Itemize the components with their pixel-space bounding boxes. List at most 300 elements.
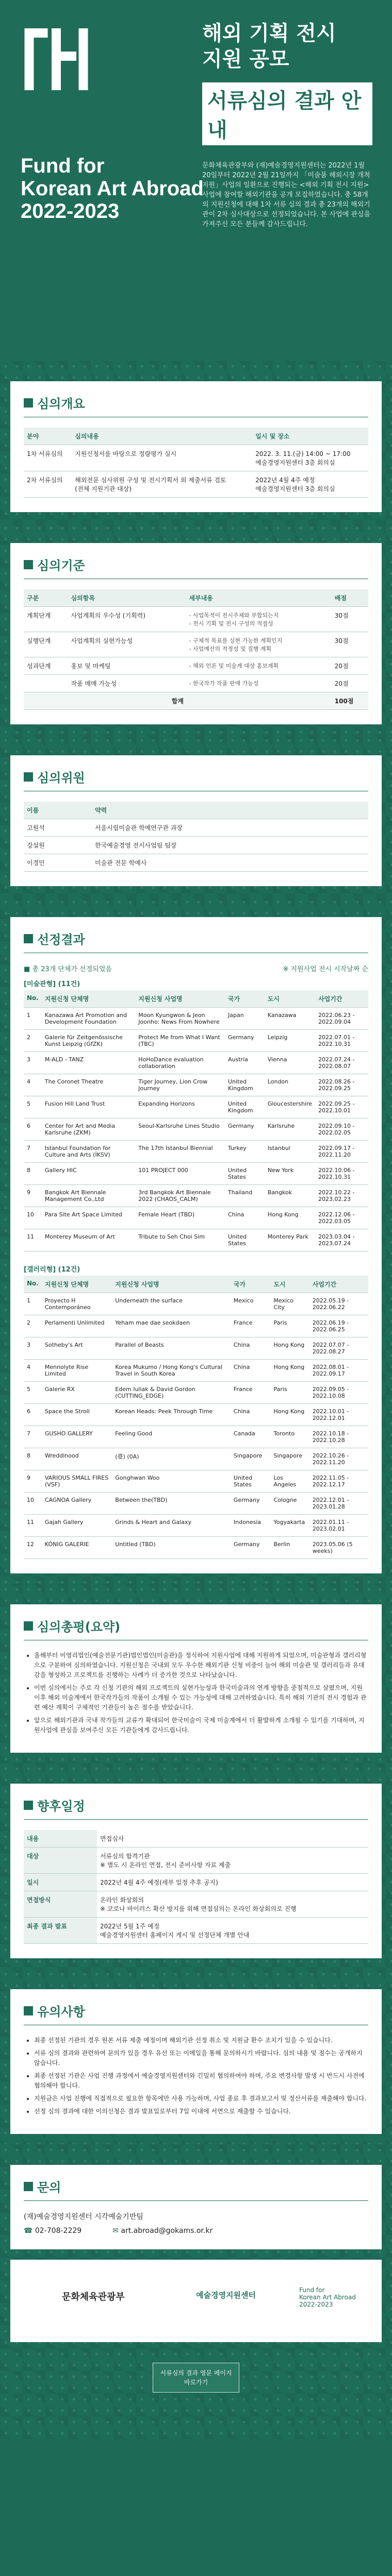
table-row xyxy=(24,1229,368,1251)
contact-phone[interactable] xyxy=(24,2227,81,2235)
schedule-table xyxy=(24,1830,368,1944)
results-notice xyxy=(24,963,368,973)
hero-en-line: Fund for xyxy=(21,155,105,177)
table-row xyxy=(24,1537,368,1559)
table-header: 구분 xyxy=(24,589,68,607)
square-bullet-icon xyxy=(24,398,33,408)
table-cell: 2022.09.10 - 2022.02.05 xyxy=(315,1118,368,1141)
table-cell: The 17th Istanbul Biennial xyxy=(135,1141,225,1163)
table-cell: Fusion Hill Land Trust xyxy=(42,1096,135,1118)
section-title xyxy=(24,929,368,953)
table-cell: Mexico xyxy=(231,1293,271,1315)
table-row xyxy=(24,1096,368,1118)
table-cell: 3 xyxy=(24,1052,42,1074)
table-row xyxy=(24,854,368,872)
table-cell: 4 xyxy=(24,1360,42,1382)
table-cell: Wreddinood xyxy=(42,1448,112,1470)
button-line: 서류심의 결과 영문 페이지 xyxy=(160,2369,232,2377)
table-cell: 5 xyxy=(24,1382,42,1404)
table-row xyxy=(24,1918,368,1944)
table-cell: 2022.07.01 - 2022.10.31 xyxy=(315,1030,368,1052)
table-row xyxy=(24,819,368,837)
table-cell: Germany xyxy=(225,1030,265,1052)
table-cell: Gonghwan Woo xyxy=(112,1470,231,1493)
table-header: 일시 xyxy=(24,1874,97,1891)
table-cell: Grinds & Heart and Galaxy xyxy=(112,1515,231,1537)
table-cell: Feeling Good xyxy=(112,1426,231,1448)
table-row xyxy=(24,1008,368,1030)
table-cell: Austria xyxy=(225,1052,265,1074)
table-header: 지원신청 단체명 xyxy=(42,1276,112,1293)
table-header: 심의내용 xyxy=(72,428,252,445)
table-row xyxy=(24,837,368,854)
table-row xyxy=(24,675,368,692)
table-cell: 2022.10.26 - 2022.11.20 xyxy=(309,1448,368,1470)
table-cell: Yogyakarta xyxy=(270,1515,309,1537)
table-cell: 온라인 화상회의 ※ 코로나 바이러스 확산 방지를 위해 면접심의는 온라인 화상회의로 진행 xyxy=(97,1891,368,1918)
table-cell: 1 xyxy=(24,1008,42,1030)
english-page-link-button[interactable] xyxy=(153,2363,240,2393)
review-list xyxy=(24,1651,368,1735)
table-cell: 작품 매매 가능성 xyxy=(68,675,186,692)
table-cell: United States xyxy=(225,1163,265,1185)
table-cell: Berlin xyxy=(270,1537,309,1559)
table-cell: 2022.10.06 - 2022.10.31 xyxy=(315,1163,368,1185)
table-cell: Proyecto H Contemporáneo xyxy=(42,1293,112,1315)
table-cell xyxy=(24,675,68,692)
table-header: 지원신청 사업명 xyxy=(135,990,225,1008)
table-cell: 20점 xyxy=(332,675,368,692)
section-review xyxy=(0,1584,392,1763)
table-cell: 2022.08.01 - 2022.09.17 xyxy=(309,1360,368,1382)
table-row xyxy=(24,607,368,632)
hero-ko xyxy=(202,21,372,229)
button-line: 바로가기 xyxy=(184,2379,208,2386)
table-cell: Hong Kong xyxy=(270,1360,309,1382)
table-cell: Canada xyxy=(231,1426,271,1448)
table-row xyxy=(24,1207,368,1229)
section-title xyxy=(24,2177,368,2201)
section-title-text: 유의사항 xyxy=(37,2005,85,2019)
table-cell: Mexico City xyxy=(270,1293,309,1315)
table-cell: 5 xyxy=(24,1096,42,1118)
table-cell: 2 xyxy=(24,1030,42,1052)
table-header: 지원신청 사업명 xyxy=(112,1276,231,1293)
section-judges xyxy=(0,735,392,896)
table-cell: 사업계획의 우수성 (기획력) xyxy=(68,607,186,632)
table-row xyxy=(24,1830,368,1848)
table-cell: 홍보 및 마케팅 xyxy=(68,657,186,675)
table-cell: 7 xyxy=(24,1426,42,1448)
list-item: • 이번 심의에서는 주로 각 신청 기관의 해외 프로젝트의 실현가능성과 한국미술과의 연계 방향을 중점적으로 살폈으며, 지원 이후 해외 미술계에서 한국작가들의 작품이 소개될 수 있는 가능성에 대해 고려하였습니다. 특히 해외 기관의 전시 경험과 관련 예산 계획이 구체적인 기관들이 높은 점수를 받았습니다. xyxy=(34,1683,368,1713)
email-icon: ✉ xyxy=(112,2227,121,2235)
table-cell: Thailand xyxy=(225,1185,265,1207)
group-label-museum: [미술관형] (11건) xyxy=(24,980,80,988)
table-cell: Protect Me from What I Want (TBC) xyxy=(135,1030,225,1052)
table-header: 사업기간 xyxy=(315,990,368,1008)
card xyxy=(10,1989,382,2134)
card xyxy=(10,2165,382,2249)
table-cell: 7 xyxy=(24,1141,42,1163)
footer-button-wrap xyxy=(10,2342,382,2429)
table-cell: Kanazawa Art Promotion and Development Foundation xyxy=(42,1008,135,1030)
table-row xyxy=(24,632,368,657)
table-cell: 2023.03.04 - 2023.07.24 xyxy=(315,1229,368,1251)
table-cell: Parallel of Beasts xyxy=(112,1337,231,1360)
section-title-text: 선정결과 xyxy=(37,933,85,947)
table-row xyxy=(24,1382,368,1404)
table-cell: - 해외 언론 및 미술계 대상 홍보계획 xyxy=(186,657,332,675)
table-cell: 2022.09.05 - 2022.10.08 xyxy=(309,1382,368,1404)
table-cell: 6 xyxy=(24,1118,42,1141)
section-title xyxy=(24,394,368,417)
results-note-left: ■ 총 23개 단체가 선정되었음 xyxy=(24,965,112,973)
section-notes xyxy=(0,1969,392,2144)
square-bullet-icon xyxy=(24,1621,33,1631)
table-cell: GUSHO GALLERY xyxy=(42,1426,112,1448)
table-cell: Tiger Journey, Lion Crow Journey xyxy=(135,1074,225,1096)
table-row xyxy=(24,445,368,471)
table-cell: 실행단계 xyxy=(24,632,68,657)
table-cell: Kanazawa xyxy=(265,1008,315,1030)
table-cell: HoHoDance evaluation collaboration xyxy=(135,1052,225,1074)
table-cell: Japan xyxy=(225,1008,265,1030)
table-row xyxy=(24,1030,368,1052)
section-title-text: 심의총평(요약) xyxy=(37,1620,121,1634)
hero-en-line: 2022-2023 xyxy=(21,200,120,223)
table-cell: 해외전문 심사위원 구성 및 전시기획서 외 제출서류 검토 (전체 지원기관 대상) xyxy=(72,471,252,498)
table-cell: 9 xyxy=(24,1185,42,1207)
table-row xyxy=(24,1337,368,1360)
section-overview xyxy=(0,361,392,522)
table-cell: Indonesia xyxy=(231,1515,271,1537)
table-row xyxy=(24,657,368,675)
square-bullet-icon xyxy=(24,560,33,569)
section-contact xyxy=(0,2144,392,2439)
email-address: art.abroad@gokams.or.kr xyxy=(121,2227,213,2235)
table-cell: 8 xyxy=(24,1448,42,1470)
hero-ko-title: 해외 기획 전시 xyxy=(202,22,336,45)
table-row xyxy=(24,1426,368,1448)
table-cell: Galerie RX xyxy=(42,1382,112,1404)
table-cell: 이경민 xyxy=(24,854,92,872)
table-cell: Perlamenti Unlimited xyxy=(42,1315,112,1337)
table-cell: 지원신청서를 바탕으로 정량평가 실시 xyxy=(72,445,252,471)
section-title-text: 심의개요 xyxy=(37,397,85,411)
section-criteria xyxy=(0,522,392,735)
table-cell: Expanding Horizons xyxy=(135,1096,225,1118)
table-row xyxy=(24,471,368,498)
table-header: 국가 xyxy=(231,1276,271,1293)
table-header: 내용 xyxy=(24,1830,97,1848)
table-cell: 면접심사 xyxy=(97,1830,368,1848)
table-cell: 2023.05.06 (5 weeks) xyxy=(309,1537,368,1559)
section-title xyxy=(24,2002,368,2025)
table-cell: Edem Iuliak & David Gordon (CUTTING_EDGE) xyxy=(112,1382,231,1404)
table-cell: 3 xyxy=(24,1337,42,1360)
table-cell: 30점 xyxy=(332,607,368,632)
table-cell: 2022.05.19 - 2022.06.22 xyxy=(309,1293,368,1315)
results-table-gallery xyxy=(24,1276,368,1559)
table-header: 도시 xyxy=(270,1276,309,1293)
table-row xyxy=(24,1118,368,1141)
table-cell: 2022.01.11 - 2023.02.01 xyxy=(309,1515,368,1537)
table-cell: Karlsruhe xyxy=(265,1118,315,1141)
table-header: 심의항목 xyxy=(68,589,186,607)
table-cell: China xyxy=(225,1207,265,1229)
fkaa-line: 2022-2023 xyxy=(299,2301,333,2308)
table-header: 사업기간 xyxy=(309,1276,368,1293)
table-cell: Gallery HIC xyxy=(42,1163,135,1185)
table-cell: 2022.07.24 - 2022.08.07 xyxy=(315,1052,368,1074)
section-title-text: 심의위원 xyxy=(37,771,85,785)
table-cell: Monterey Museum of Art xyxy=(42,1229,135,1251)
table-cell: Space the Stroll xyxy=(42,1404,112,1426)
table-cell: The Coronet Theatre xyxy=(42,1074,135,1096)
judges-table xyxy=(24,802,368,872)
table-header: 일시 및 장소 xyxy=(252,428,368,445)
table-header: 도시 xyxy=(265,990,315,1008)
table-row xyxy=(24,1293,368,1315)
table-cell: (臺) (0A) xyxy=(112,1448,231,1470)
table-cell: 3rd Bangkok Art Biennale 2022 (CHAOS_CALM) xyxy=(135,1185,225,1207)
fkaa-footer-logo xyxy=(299,2286,356,2308)
section-title-text: 문의 xyxy=(37,2180,61,2195)
section-schedule xyxy=(0,1763,392,1969)
section-title xyxy=(24,1617,368,1640)
table-cell: Mennolyte Rise Limited xyxy=(42,1360,112,1382)
contact-email[interactable] xyxy=(112,2227,213,2235)
table-cell: Yeham mae dae seokdaen xyxy=(112,1315,231,1337)
table-header: No. xyxy=(24,1276,42,1293)
table-cell: - 사업목적이 전시주제와 부합되는지 - 전시 기획 및 전시 구성의 적절성 xyxy=(186,607,332,632)
ministry-logo: 문화체육관광부 xyxy=(62,2292,125,2302)
contact-row xyxy=(24,2227,368,2235)
table-cell: 한국예술경영 전시사업팀 팀장 xyxy=(92,837,368,854)
total-label: 합계 xyxy=(24,692,332,710)
hero-ko-subtitle: 서류심의 결과 안내 xyxy=(202,82,372,145)
table-cell: 1차 서류심의 xyxy=(24,445,72,471)
table-row xyxy=(24,1874,368,1891)
card xyxy=(10,543,382,724)
table-cell: M-ALD - TANZ xyxy=(42,1052,135,1074)
table-cell: 2022.12.01 - 2023.01.28 xyxy=(309,1493,368,1515)
table-cell: 미술관 전문 학예사 xyxy=(92,854,368,872)
table-cell: 2022년 4월 4주 예정(세부 일정 추후 공지) xyxy=(97,1874,368,1891)
table-cell: Germany xyxy=(231,1493,271,1515)
table-cell: Between the(TBD) xyxy=(112,1493,231,1515)
table-cell: Paris xyxy=(270,1382,309,1404)
table-cell: Singapore xyxy=(270,1448,309,1470)
table-cell: 2022.09.25 - 2022.10.01 xyxy=(315,1096,368,1118)
table-cell: Sotheby's Art xyxy=(42,1337,112,1360)
table-cell: Istanbul xyxy=(265,1141,315,1163)
overview-table xyxy=(24,428,368,498)
square-bullet-icon xyxy=(24,934,33,943)
table-cell: 2022년 4월 4주 예정 예술경영지원센터 3층 회의실 xyxy=(252,471,368,498)
table-cell: 2022년 5월 1주 예정 예술경영지원센터 홈페이지 게시 및 선정단체 개별 안내 xyxy=(97,1918,368,1944)
table-cell: United Kingdom xyxy=(225,1096,265,1118)
table-cell: United States xyxy=(231,1470,271,1493)
table-cell: France xyxy=(231,1315,271,1337)
table-row xyxy=(24,1052,368,1074)
table-row xyxy=(24,1515,368,1537)
table-row xyxy=(24,1163,368,1185)
group-label-gallery: [갤러리형] (12건) xyxy=(24,1266,80,1274)
table-cell: 2022.10.01 - 2022.12.01 xyxy=(309,1404,368,1426)
list-item: • 선정 심의 결과에 대한 이의신청은 결과 발표일로부터 7일 이내에 서면으로 제출할 수 있습니다. xyxy=(34,2107,368,2116)
table-cell: 서류심의 합격기관 ※ 별도 시 온라인 면접, 전시 준비사항 자료 제출 xyxy=(97,1848,368,1874)
table-row xyxy=(24,1360,368,1382)
list-item: • 최종 선정된 기관의 경우 원본 서류 제출 예정이며 해외기관 선정 취소 및 지원금 환수 조치가 있을 수 있습니다. xyxy=(34,2036,368,2045)
table-cell: KÖNIG GALERIE xyxy=(42,1537,112,1559)
section-title xyxy=(24,768,368,791)
table-cell: Underneath the surface xyxy=(112,1293,231,1315)
table-header: 국가 xyxy=(225,990,265,1008)
table-row xyxy=(24,1470,368,1493)
table-cell: France xyxy=(231,1382,271,1404)
hero-en-title xyxy=(21,155,204,223)
table-cell: 20점 xyxy=(332,657,368,675)
table-cell: Bangkok Art Biennale Management Co.,Ltd xyxy=(42,1185,135,1207)
table-cell: Los Angeles xyxy=(270,1470,309,1493)
table-cell: 성과단계 xyxy=(24,657,68,675)
section-title-text: 향후일정 xyxy=(37,1799,85,1814)
fkaa-line: Korean Art Abroad xyxy=(299,2294,356,2301)
table-cell: VARIOUS SMALL FIRES (VSF) xyxy=(42,1470,112,1493)
table-cell: Tribute to Seh Choi Sim xyxy=(135,1229,225,1251)
hero-en-line: Korean Art Abroad xyxy=(21,177,204,200)
table-cell: 2022.06.23 - 2022.09.04 xyxy=(315,1008,368,1030)
hero-description: 문화체육관광부와 (재)예술경영지원센터는 2022년 1월 20일부터 2022년 2월 21일까지 「미술품 해외시장 개척 지원」사업의 일환으로 진행되는 <해외 기획 전시 지원> 사업에 참여할 해외기관을 공개 모집하였습니다. 총 58개의 지원신청에 대해 1차 서류 심의 결과 총 23개의 해외기관이 2차 심사대상으로 선정되었습니다. 본 사업에 관심을 가져주신 모든 분들께 감사드립니다. xyxy=(202,162,371,228)
table-cell: 계획단계 xyxy=(24,607,68,632)
table-cell: 6 xyxy=(24,1404,42,1426)
gokams-logo: 예술경영지원센터 xyxy=(196,2291,256,2300)
section-title-text: 심의기준 xyxy=(37,558,85,573)
notes-list xyxy=(24,2036,368,2116)
table-cell: Hong Kong xyxy=(270,1337,309,1360)
table-cell: 2022.09.17 - 2022.11.20 xyxy=(315,1141,368,1163)
table-cell: 12 xyxy=(24,1537,42,1559)
table-cell: London xyxy=(265,1074,315,1096)
table-header: No. xyxy=(24,990,42,1008)
table-row xyxy=(24,1493,368,1515)
square-bullet-icon xyxy=(24,2006,33,2015)
table-cell: 2022.10.18 - 2022.10.28 xyxy=(309,1426,368,1448)
table-cell: China xyxy=(231,1337,271,1360)
list-item: • 서류 심의 결과와 관련하여 문의가 있을 경우 유선 또는 이메일을 통해 문의하시기 바랍니다. 심의 내용 및 점수는 공개하지 않습니다. xyxy=(34,2048,368,2068)
card xyxy=(10,1784,382,1958)
list-item: • 올해부터 비영리법인(예술전문기관)법인법인(미술관)을 정식하여 지원사업에 대해 지원하게 되었으며, 미술관형과 갤러리형으로 구분하여 심의하였습니다. 지원신청은 국내외 모두 우수한 해외기관 신청 비중이 늘어 해외 미술관 및 갤러리들과 유대감을 형성하고 프로젝트를 진행하는 사례가 더 증가한 것으로 나타났습니다. xyxy=(34,1651,368,1680)
table-header: 면접방식 xyxy=(24,1891,97,1918)
table-cell: Singapore xyxy=(231,1448,271,1470)
phone-icon: ☎ xyxy=(24,2227,35,2235)
table-cell: 2022.07.07 - 2022.08.27 xyxy=(309,1337,368,1360)
table-cell: China xyxy=(231,1360,271,1382)
table-cell: 30점 xyxy=(332,632,368,657)
table-row xyxy=(24,1185,368,1207)
section-results xyxy=(0,896,392,1584)
table-cell: Paris xyxy=(270,1315,309,1337)
table-cell: Leipzig xyxy=(265,1030,315,1052)
table-cell: United Kingdom xyxy=(225,1074,265,1096)
table-cell: 2022.06.19 - 2022.06.25 xyxy=(309,1315,368,1337)
table-row xyxy=(24,1448,368,1470)
square-bullet-icon xyxy=(24,772,33,782)
card xyxy=(10,917,382,1573)
table-cell: 2022.10.22 - 2023.02.23 xyxy=(315,1185,368,1207)
table-cell: China xyxy=(231,1404,271,1426)
square-bullet-icon xyxy=(24,1801,33,1810)
card xyxy=(10,381,382,512)
table-cell: 9 xyxy=(24,1470,42,1493)
table-cell: Korean Heads: Peek Through Time xyxy=(112,1404,231,1426)
section-title xyxy=(24,1796,368,1820)
list-item: • 앞으로 해외기관과 국내 작가들의 교류가 확대되어 한국미술이 국제 미술계에서 더 활발하게 소개될 수 있기를 기대하며, 지원사업에 관심을 보여주신 모든 기관들에게 감사드립니다. xyxy=(34,1716,368,1735)
table-cell: 10 xyxy=(24,1493,42,1515)
table-cell: Galerie für Zeitgenössische Kunst Leipzig (GfZK) xyxy=(42,1030,135,1052)
table-cell: 10 xyxy=(24,1207,42,1229)
table-cell: Seoul-Karlsruhe Lines Studio xyxy=(135,1118,225,1141)
table-cell: Germany xyxy=(225,1118,265,1141)
square-bullet-icon xyxy=(24,2182,33,2191)
table-header: 대상 xyxy=(24,1848,97,1874)
table-cell: CAGNOA Gallery xyxy=(42,1493,112,1515)
card xyxy=(10,1604,382,1753)
table-cell: 2022. 3. 11.(금) 14:00 ~ 17:00 예술경영지원센터 3층 회의실 xyxy=(252,445,368,471)
table-cell: Para Site Art Space Limited xyxy=(42,1207,135,1229)
table-cell: Germany xyxy=(231,1537,271,1559)
table-row xyxy=(24,1074,368,1096)
card xyxy=(10,755,382,886)
table-header: 이름 xyxy=(24,802,92,819)
table-row xyxy=(24,1141,368,1163)
table-cell: Korea Mukumo / Hong Kong's Cultural Travel in South Korea xyxy=(112,1360,231,1382)
hero-ko-title: 지원 공모 xyxy=(202,47,289,71)
list-item: • 최종 선정된 기관은 사업 진행 과정에서 예술경영지원센터와 긴밀히 협의하여야 하며, 주요 변경사항 발생 시 반드시 사전에 협의해야 합니다. xyxy=(34,2071,368,2091)
table-cell: 강설원 xyxy=(24,837,92,854)
table-cell: 2차 서류심의 xyxy=(24,471,72,498)
table-cell: 2022.08.26 - 2022.09.25 xyxy=(315,1074,368,1096)
table-row xyxy=(24,1891,368,1918)
table-cell: Hong Kong xyxy=(270,1404,309,1426)
table-cell: Istanbul Foundation for Culture and Arts (İKSV) xyxy=(42,1141,135,1163)
table-cell: Vienna xyxy=(265,1052,315,1074)
table-cell: Toronto xyxy=(270,1426,309,1448)
table-cell: 101 PROJECT 000 xyxy=(135,1163,225,1185)
table-header: 세부내용 xyxy=(186,589,332,607)
table-cell: Center for Art and Media Karlsruhe (ZKM) xyxy=(42,1118,135,1141)
table-cell: - 구체적 목표를 실현 가능한 계획인지 - 사업예산의 적정성 및 집행 계획 xyxy=(186,632,332,657)
table-row xyxy=(24,1404,368,1426)
table-cell: - 한국작가 작품 판매 가능성 xyxy=(186,675,332,692)
table-cell: Female Heart (TBD) xyxy=(135,1207,225,1229)
table-cell: 11 xyxy=(24,1229,42,1251)
table-header: 지원신청 단체명 xyxy=(42,990,135,1008)
table-cell: Cologne xyxy=(270,1493,309,1515)
table-cell: Hong Kong xyxy=(265,1207,315,1229)
criteria-table xyxy=(24,589,368,710)
table-cell: Bangkok xyxy=(265,1185,315,1207)
phone-number: 02-708-2229 xyxy=(35,2227,82,2235)
table-header: 약력 xyxy=(92,802,368,819)
table-cell: United States xyxy=(225,1229,265,1251)
table-cell: 1 xyxy=(24,1293,42,1315)
table-total-row xyxy=(24,692,368,710)
table-cell: Untitled (TBD) xyxy=(112,1537,231,1559)
total-value: 100점 xyxy=(332,692,368,710)
table-header: 최종 결과 발표 xyxy=(24,1918,97,1944)
